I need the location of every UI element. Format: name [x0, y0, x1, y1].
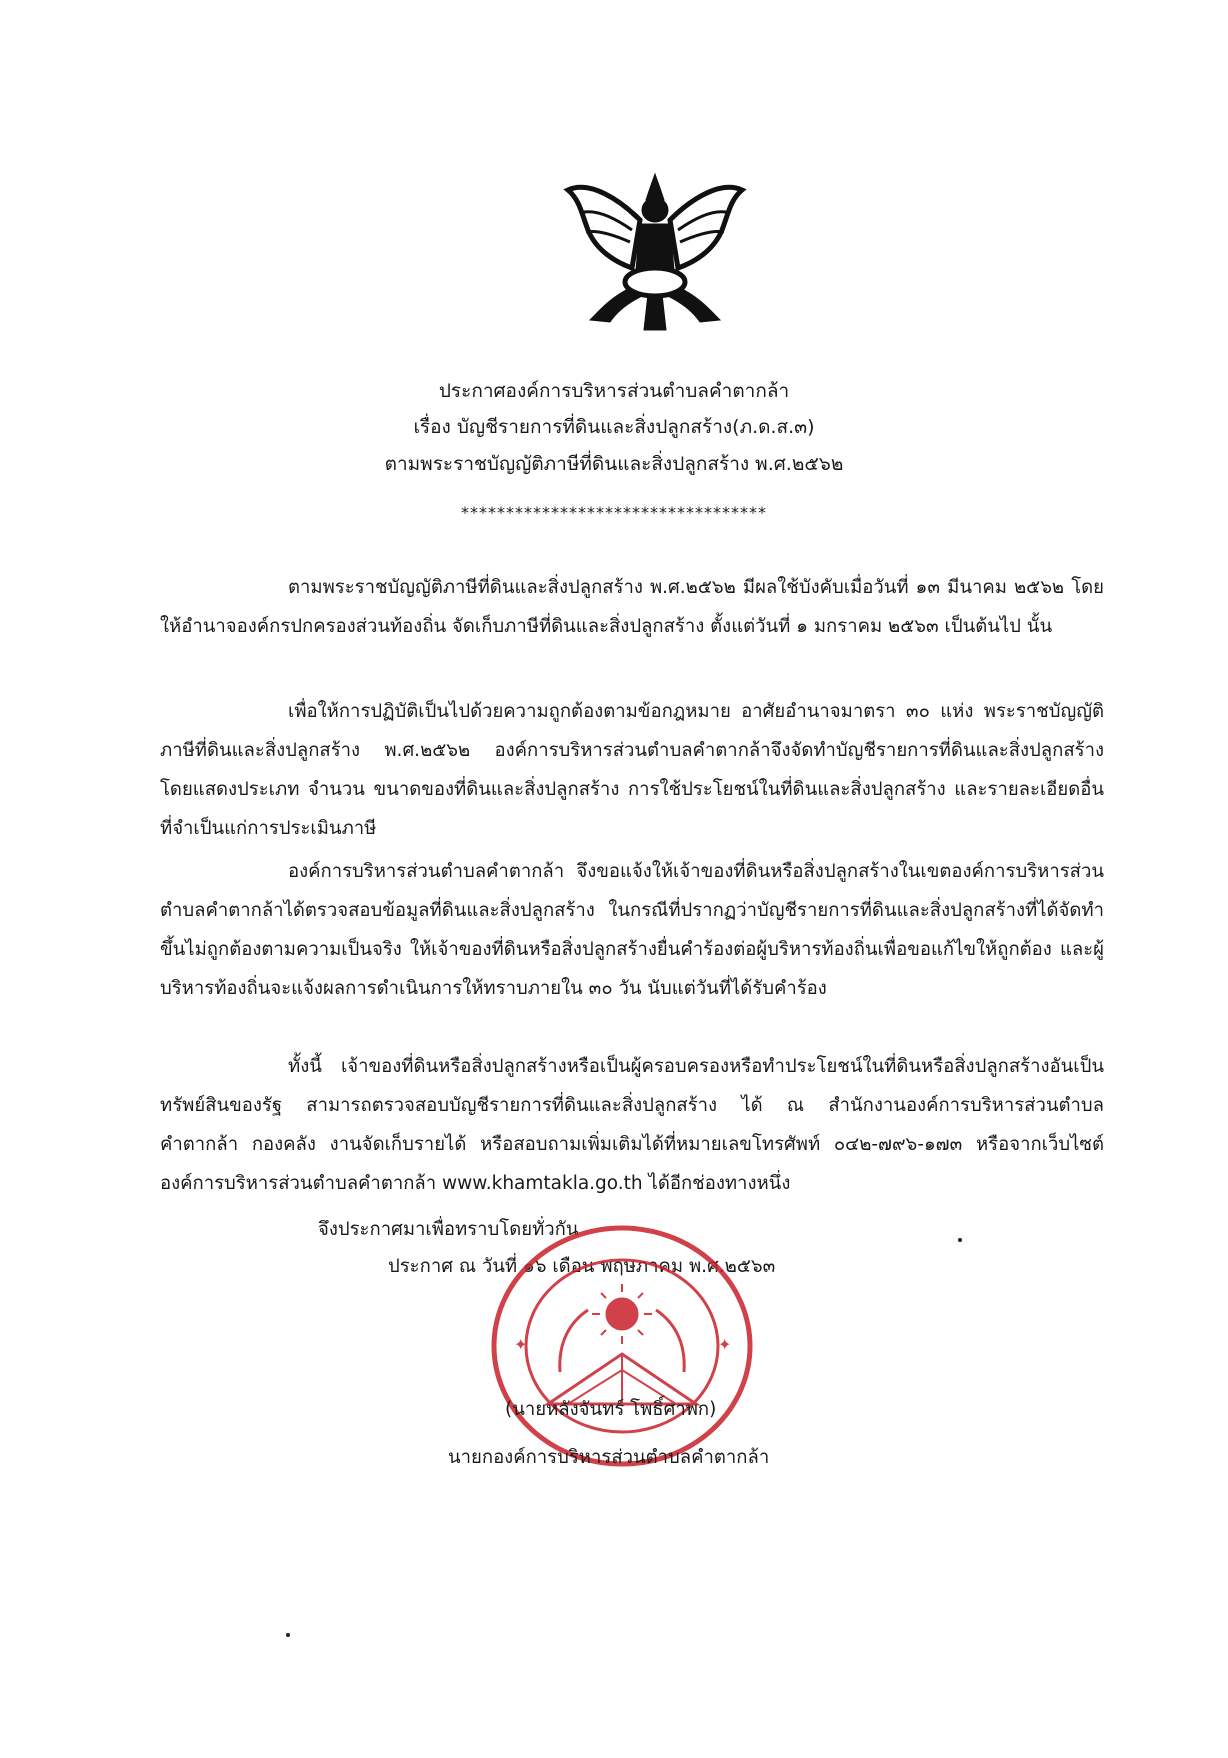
svg-text:✦: ✦ — [718, 1335, 732, 1354]
announcement-subject: เรื่อง บัญชีรายการที่ดินและสิ่งปลูกสร้าง(ภ.ด.ส.๓) — [413, 416, 815, 438]
closing-statement: จึงประกาศมาเพื่อทราบโดยทั่วกัน — [318, 1219, 579, 1240]
body-paragraph: ทั้งนี้ เจ้าของที่ดินหรือสิ่งปลูกสร้างหรือเป็นผู้ครอบครองหรือทำประโยชน์ในที่ดินหรือสิ่งปลูกสร้างอันเป็นทรัพย์สินของรัฐ สามารถตรวจสอบบัญชีรายการที่ดินและสิ่งปลูกสร้าง ได้ ณ สำนักงานองค์การบริหารส่วนตำบลคำตากล้า กองคลัง งานจัดเก็บรายได้ หรือสอบถามเพิ่มเติมได้ที่หมายเลขโทรศัพท์ ๐๔๒-๗๙๖-๑๗๓ หรือจากเว็บไซต์องค์การบริหารส่วนตำบลคำตากล้า www.khamtakla.go.th ได้อีกช่องทางหนึ่ง — [160, 1056, 1104, 1194]
signatory-name: (นายหลังจันทร์ โพธิ์ศาพก) — [505, 1399, 717, 1420]
body-paragraph: เพื่อให้การปฏิบัติเป็นไปด้วยความถูกต้องตามข้อกฎหมาย อาศัยอำนาจมาตรา ๓๐ แห่ง พระราชบัญญัติภาษีที่ดินและสิ่งปลูกสร้าง พ.ศ.๒๕๖๒ องค์การบริหารส่วนตำบลคำตากล้าจึงจัดทำบัญชีรายการที่ดินและสิ่งปลูกสร้าง โดยแสดงประเภท จำนวน ขนาดของที่ดินและสิ่งปลูกสร้าง การใช้ประโยชน์ในที่ดินและสิ่งปลูกสร้าง และรายละเอียดอื่นที่จำเป็นแก่การประเมินภาษี — [160, 701, 1104, 839]
body-paragraph: ตามพระราชบัญญัติภาษีที่ดินและสิ่งปลูกสร้าง พ.ศ.๒๕๖๒ มีผลใช้บังคับเมื่อวันที่ ๑๓ มีนาคม ๒๕๖๒ โดยให้อำนาจองค์กรปกครองส่วนท้องถิ่น จัดเก็บภาษีที่ดินและสิ่งปลูกสร้าง ตั้งแต่วันที่ ๑ มกราคม ๒๕๖๓ เป็นต้นไป นั้น — [160, 577, 1104, 637]
speck-mark — [958, 1238, 962, 1242]
svg-text:✦: ✦ — [514, 1335, 528, 1354]
announcement-title: ประกาศองค์การบริหารส่วนตำบลคำตากล้า — [438, 380, 790, 402]
announcement-date: ประกาศ ณ วันที่ ๑๖ เดือน พฤษภาคม พ.ศ.๒๕๖๓ — [388, 1256, 776, 1277]
signatory-position: นายกองค์การบริหารส่วนตำบลคำตากล้า — [448, 1447, 770, 1468]
separator-line: ********************************** — [461, 503, 767, 522]
official-seal-stamp — [488, 1222, 756, 1470]
speck-mark — [286, 1633, 290, 1637]
body-paragraph: องค์การบริหารส่วนตำบลคำตากล้า จึงขอแจ้งให้เจ้าของที่ดินหรือสิ่งปลูกสร้างในเขตองค์การบริหารส่วนตำบลคำตากล้าได้ตรวจสอบข้อมูลที่ดินและสิ่งปลูกสร้าง ในกรณีที่ปรากฏว่าบัญชีรายการที่ดินและสิ่งปลูกสร้างที่ได้จัดทำขึ้นไม่ถูกต้องตามความเป็นจริง ให้เจ้าของที่ดินหรือสิ่งปลูกสร้างยื่นคำร้องต่อผู้บริหารท้องถิ่นเพื่อขอแก้ไขให้ถูกต้อง และผู้บริหารท้องถิ่นจะแจ้งผลการดำเนินการให้ทราบภายใน ๓๐ วัน นับแต่วันที่ได้รับคำร้อง — [160, 861, 1104, 999]
garuda-emblem-icon — [560, 170, 750, 340]
announcement-law-reference: ตามพระราชบัญญัติภาษีที่ดินและสิ่งปลูกสร้าง พ.ศ.๒๕๖๒ — [384, 453, 844, 475]
